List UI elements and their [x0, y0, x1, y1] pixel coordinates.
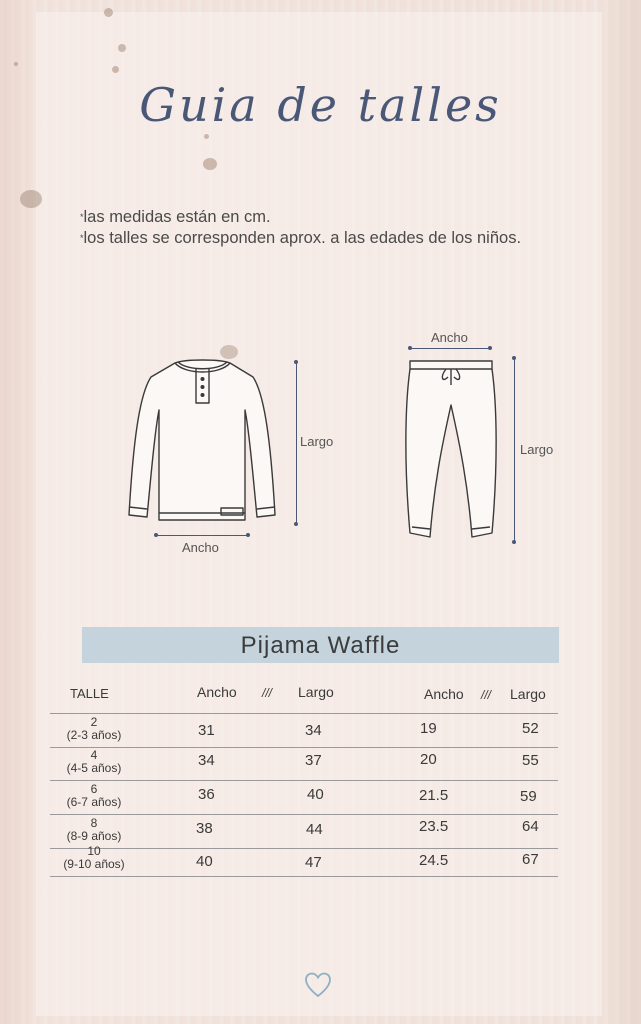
top-largo-cell: 34 — [305, 722, 322, 739]
header-bottom-largo: Largo — [510, 686, 546, 702]
header-bottom-sep: /// — [481, 688, 492, 702]
decorative-speck — [20, 190, 42, 208]
top-largo-cell: 40 — [307, 786, 324, 803]
decorative-speck — [118, 44, 126, 52]
bottom-largo-cell: 52 — [522, 720, 539, 737]
size-cell: 2 (2-3 años) — [66, 715, 122, 742]
size-cell: 10 (9-10 años) — [63, 844, 125, 871]
table-row — [50, 713, 558, 748]
bottom-ancho-cell: 21.5 — [419, 787, 449, 804]
decorative-speck — [14, 62, 18, 66]
page-title: Guia de talles — [139, 78, 502, 132]
bottom-largo-cell: 55 — [522, 752, 539, 769]
bottom-ancho-cell: 23.5 — [419, 818, 449, 835]
top-ancho-cell: 38 — [196, 820, 213, 837]
top-ancho-cell: 34 — [198, 752, 215, 769]
top-largo-cell: 47 — [305, 854, 322, 871]
notes — [80, 207, 521, 249]
decorative-speck — [204, 134, 209, 139]
note-units: *las medidas están en cm. — [80, 208, 271, 226]
top-ancho-cell: 40 — [196, 853, 213, 870]
note-ages: *los talles se corresponden aprox. a las edades de los niños. — [80, 229, 522, 247]
size-cell: 4 (4-5 años) — [66, 748, 122, 775]
line-end-dot — [488, 346, 492, 350]
pants-height-line — [514, 358, 515, 542]
bottom-ancho-cell: 24.5 — [419, 852, 449, 869]
header-talle: TALLE — [70, 686, 109, 701]
size-cell: 6 (6-7 años) — [66, 782, 122, 809]
table-row — [50, 815, 558, 849]
decorative-speck — [203, 158, 217, 170]
decorative-speck — [112, 66, 119, 73]
shirt-illustration — [125, 355, 280, 533]
bottom-largo-cell: 59 — [520, 788, 537, 805]
line-end-dot — [246, 533, 250, 537]
pants-width-line — [410, 348, 490, 349]
line-end-dot — [154, 533, 158, 537]
top-ancho-cell: 36 — [198, 786, 215, 803]
bottom-largo-cell: 64 — [522, 818, 539, 835]
header-bottom-ancho: Ancho — [424, 686, 464, 702]
shirt-width-line — [156, 535, 248, 536]
line-end-dot — [512, 540, 516, 544]
line-end-dot — [512, 356, 516, 360]
table-row — [50, 844, 558, 877]
product-name: Pijama Waffle — [240, 632, 401, 659]
line-end-dot — [294, 522, 298, 526]
shirt-height-label: Largo — [300, 434, 334, 449]
bottom-ancho-cell: 20 — [420, 751, 437, 768]
shirt-height-line — [296, 362, 297, 524]
shirt-width-label: Ancho — [182, 540, 219, 555]
size-cell: 8 (8-9 años) — [66, 816, 122, 843]
product-banner — [82, 627, 559, 663]
top-largo-cell: 37 — [305, 752, 322, 769]
bottom-largo-cell: 67 — [522, 851, 539, 868]
line-end-dot — [294, 360, 298, 364]
pants-illustration — [402, 355, 500, 545]
decorative-speck — [104, 8, 113, 17]
heart-icon — [303, 970, 333, 1000]
header-top-ancho: Ancho — [197, 684, 237, 700]
top-ancho-cell: 31 — [198, 722, 215, 739]
table-row — [50, 781, 558, 815]
header-top-sep: /// — [262, 686, 273, 700]
table-row — [50, 747, 558, 781]
pants-height-label: Largo — [520, 442, 554, 457]
pants-width-label: Ancho — [431, 330, 468, 345]
bottom-ancho-cell: 19 — [420, 720, 437, 737]
top-largo-cell: 44 — [306, 821, 323, 838]
header-top-largo: Largo — [298, 684, 334, 700]
line-end-dot — [408, 346, 412, 350]
